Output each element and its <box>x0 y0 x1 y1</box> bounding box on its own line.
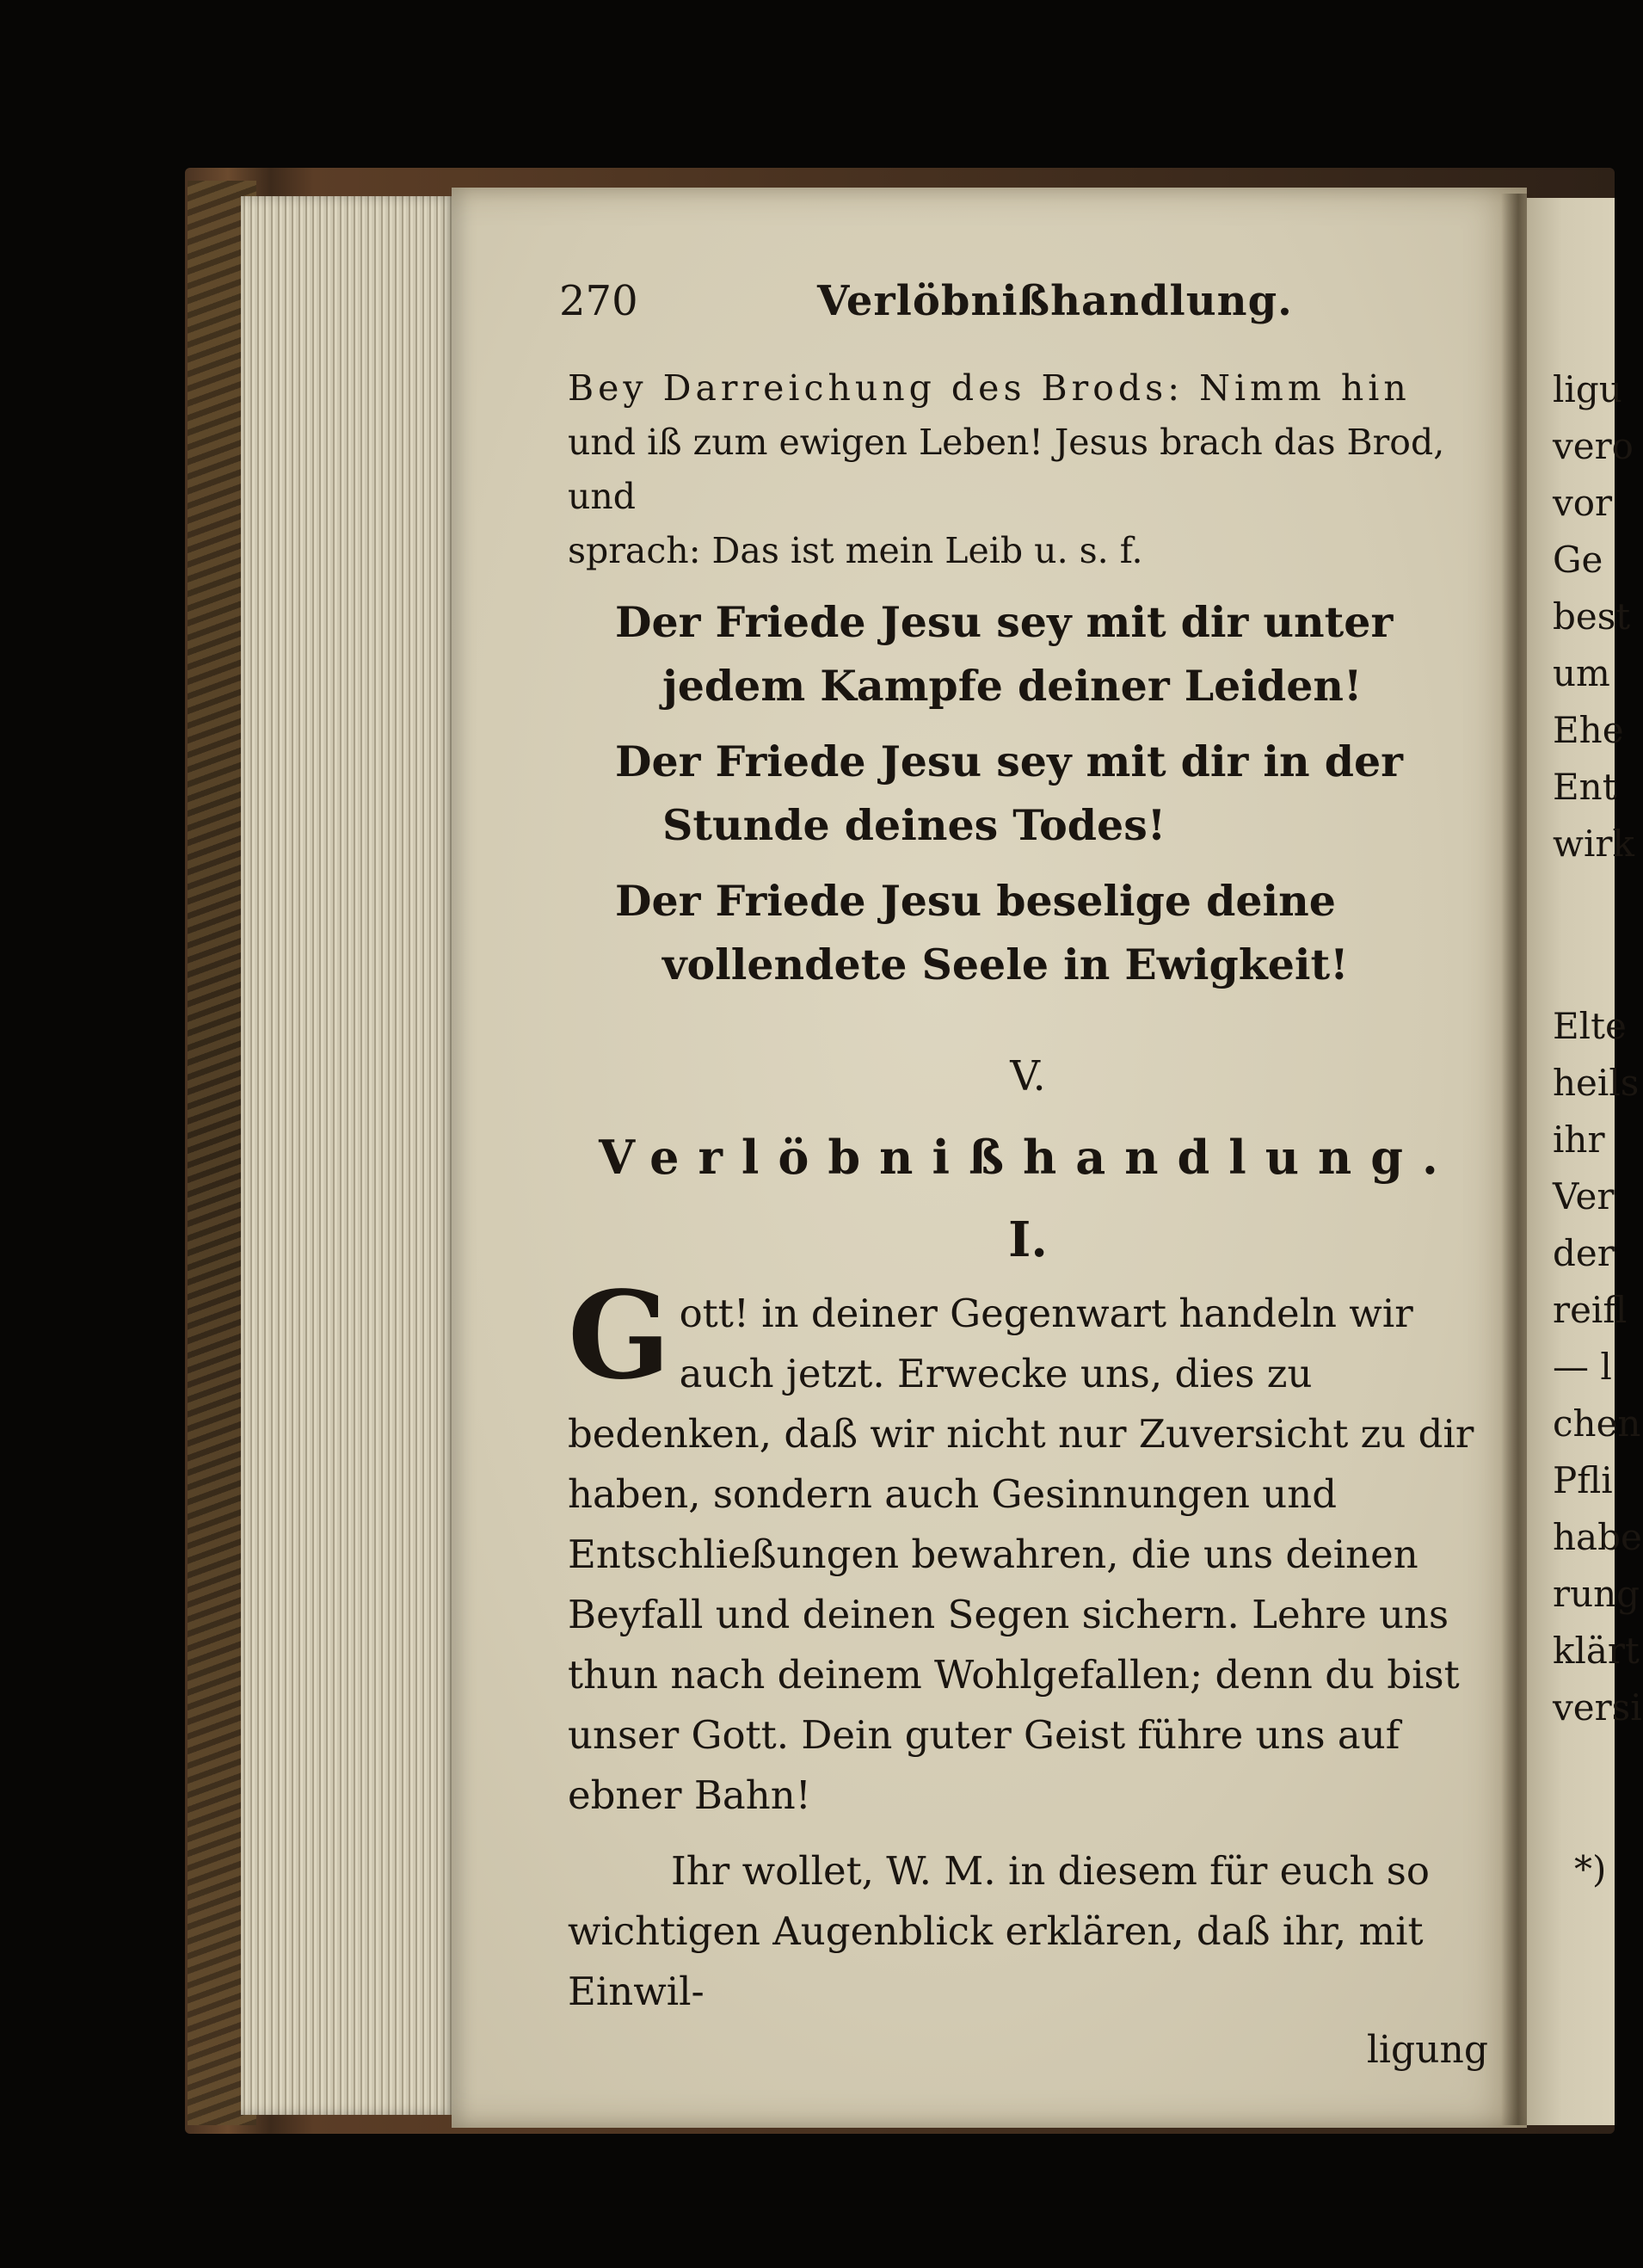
adjacent-page-text-bottom <box>1553 998 1642 1736</box>
adjacent-fragment: vero <box>1553 425 1634 467</box>
catchword: ligung <box>1366 2028 1488 2072</box>
adjacent-fragment: Ver <box>1553 1175 1615 1217</box>
prayer-text: ott! in deiner Gegenwart handeln wir auch jetzt. Erwecke uns, dies zu bedenken, daß wir nicht nur Zuversicht zu dir haben, sondern auch Gesinnungen und Entschließungen bewahren, die uns deinen Beyfall und deinen Segen sichern. Lehre uns thun nach deinem Wohlgefallen; denn du bist unser Gott. Dein guter Geist führe uns auf ebner Bahn! <box>568 1291 1474 1818</box>
drop-cap: G <box>568 1266 671 1407</box>
adjacent-fragment: chen <box>1553 1402 1641 1445</box>
adjacent-fragment: best <box>1553 595 1631 638</box>
adjacent-fragment: vor <box>1553 482 1613 524</box>
adjacent-fragment: rung <box>1553 1573 1640 1615</box>
adjacent-fragment: versi <box>1553 1686 1642 1729</box>
adjacent-fragment: Ent <box>1553 766 1617 808</box>
adjacent-fragment: Elte <box>1553 1005 1627 1047</box>
page-number: 270 <box>559 277 638 325</box>
communion-line: und iß zum ewigen Leben! Jesus brach das Brod, und <box>568 422 1445 517</box>
blessing-paragraph: Der Friede Jesu sey mit dir in der Stunde deines Todes! <box>615 736 1403 850</box>
page-text <box>568 361 1488 2079</box>
chapter-title: Verlöbnißhandlung. <box>599 1130 1457 1185</box>
adjacent-fragment: klärt <box>1553 1630 1640 1672</box>
adjacent-fragment: der <box>1553 1232 1615 1274</box>
adjacent-fragment: Pfli <box>1553 1459 1613 1501</box>
page-edges <box>241 196 456 2115</box>
adjacent-fragment: um <box>1553 652 1610 694</box>
blessing-paragraph: Der Friede Jesu sey mit dir unter jedem Kampfe deiner Leiden! <box>615 597 1394 711</box>
adjacent-fragment: Ehe <box>1553 709 1624 751</box>
adjacent-fragment: heils <box>1553 1062 1640 1104</box>
section-number: I. <box>1008 1211 1048 1268</box>
adjacent-fragment: habe <box>1553 1516 1642 1558</box>
communion-line: sprach: Das ist mein Leib u. s. f. <box>568 530 1143 571</box>
prayer-paragraph <box>568 1266 1488 1826</box>
communion-line: Bey Darreichung des Brods: Nimm hin <box>568 367 1411 409</box>
address-paragraph: Ihr wollet, W. M. in diesem für euch so wichtigen Augenblick erklären, daß ihr, mit Einwil- <box>568 1848 1430 2014</box>
adjacent-fragment: Ge <box>1553 539 1603 581</box>
blessing-paragraph: Der Friede Jesu beselige deine vollendete Seele in Ewigkeit! <box>615 876 1349 989</box>
adjacent-fragment: reifl <box>1553 1289 1628 1331</box>
adjacent-fragment: wirk <box>1553 823 1634 865</box>
adjacent-footnote-mark: *) <box>1574 1848 1607 1890</box>
adjacent-fragment: ihr <box>1553 1119 1605 1161</box>
running-head <box>559 277 1488 337</box>
adjacent-fragment: — l <box>1553 1346 1612 1388</box>
running-head-title: Verlöbnißhandlung. <box>817 277 1293 325</box>
adjacent-page-text-top <box>1553 361 1634 872</box>
chapter-number: V. <box>1010 1052 1046 1100</box>
adjacent-fragment: ligu <box>1553 368 1622 410</box>
